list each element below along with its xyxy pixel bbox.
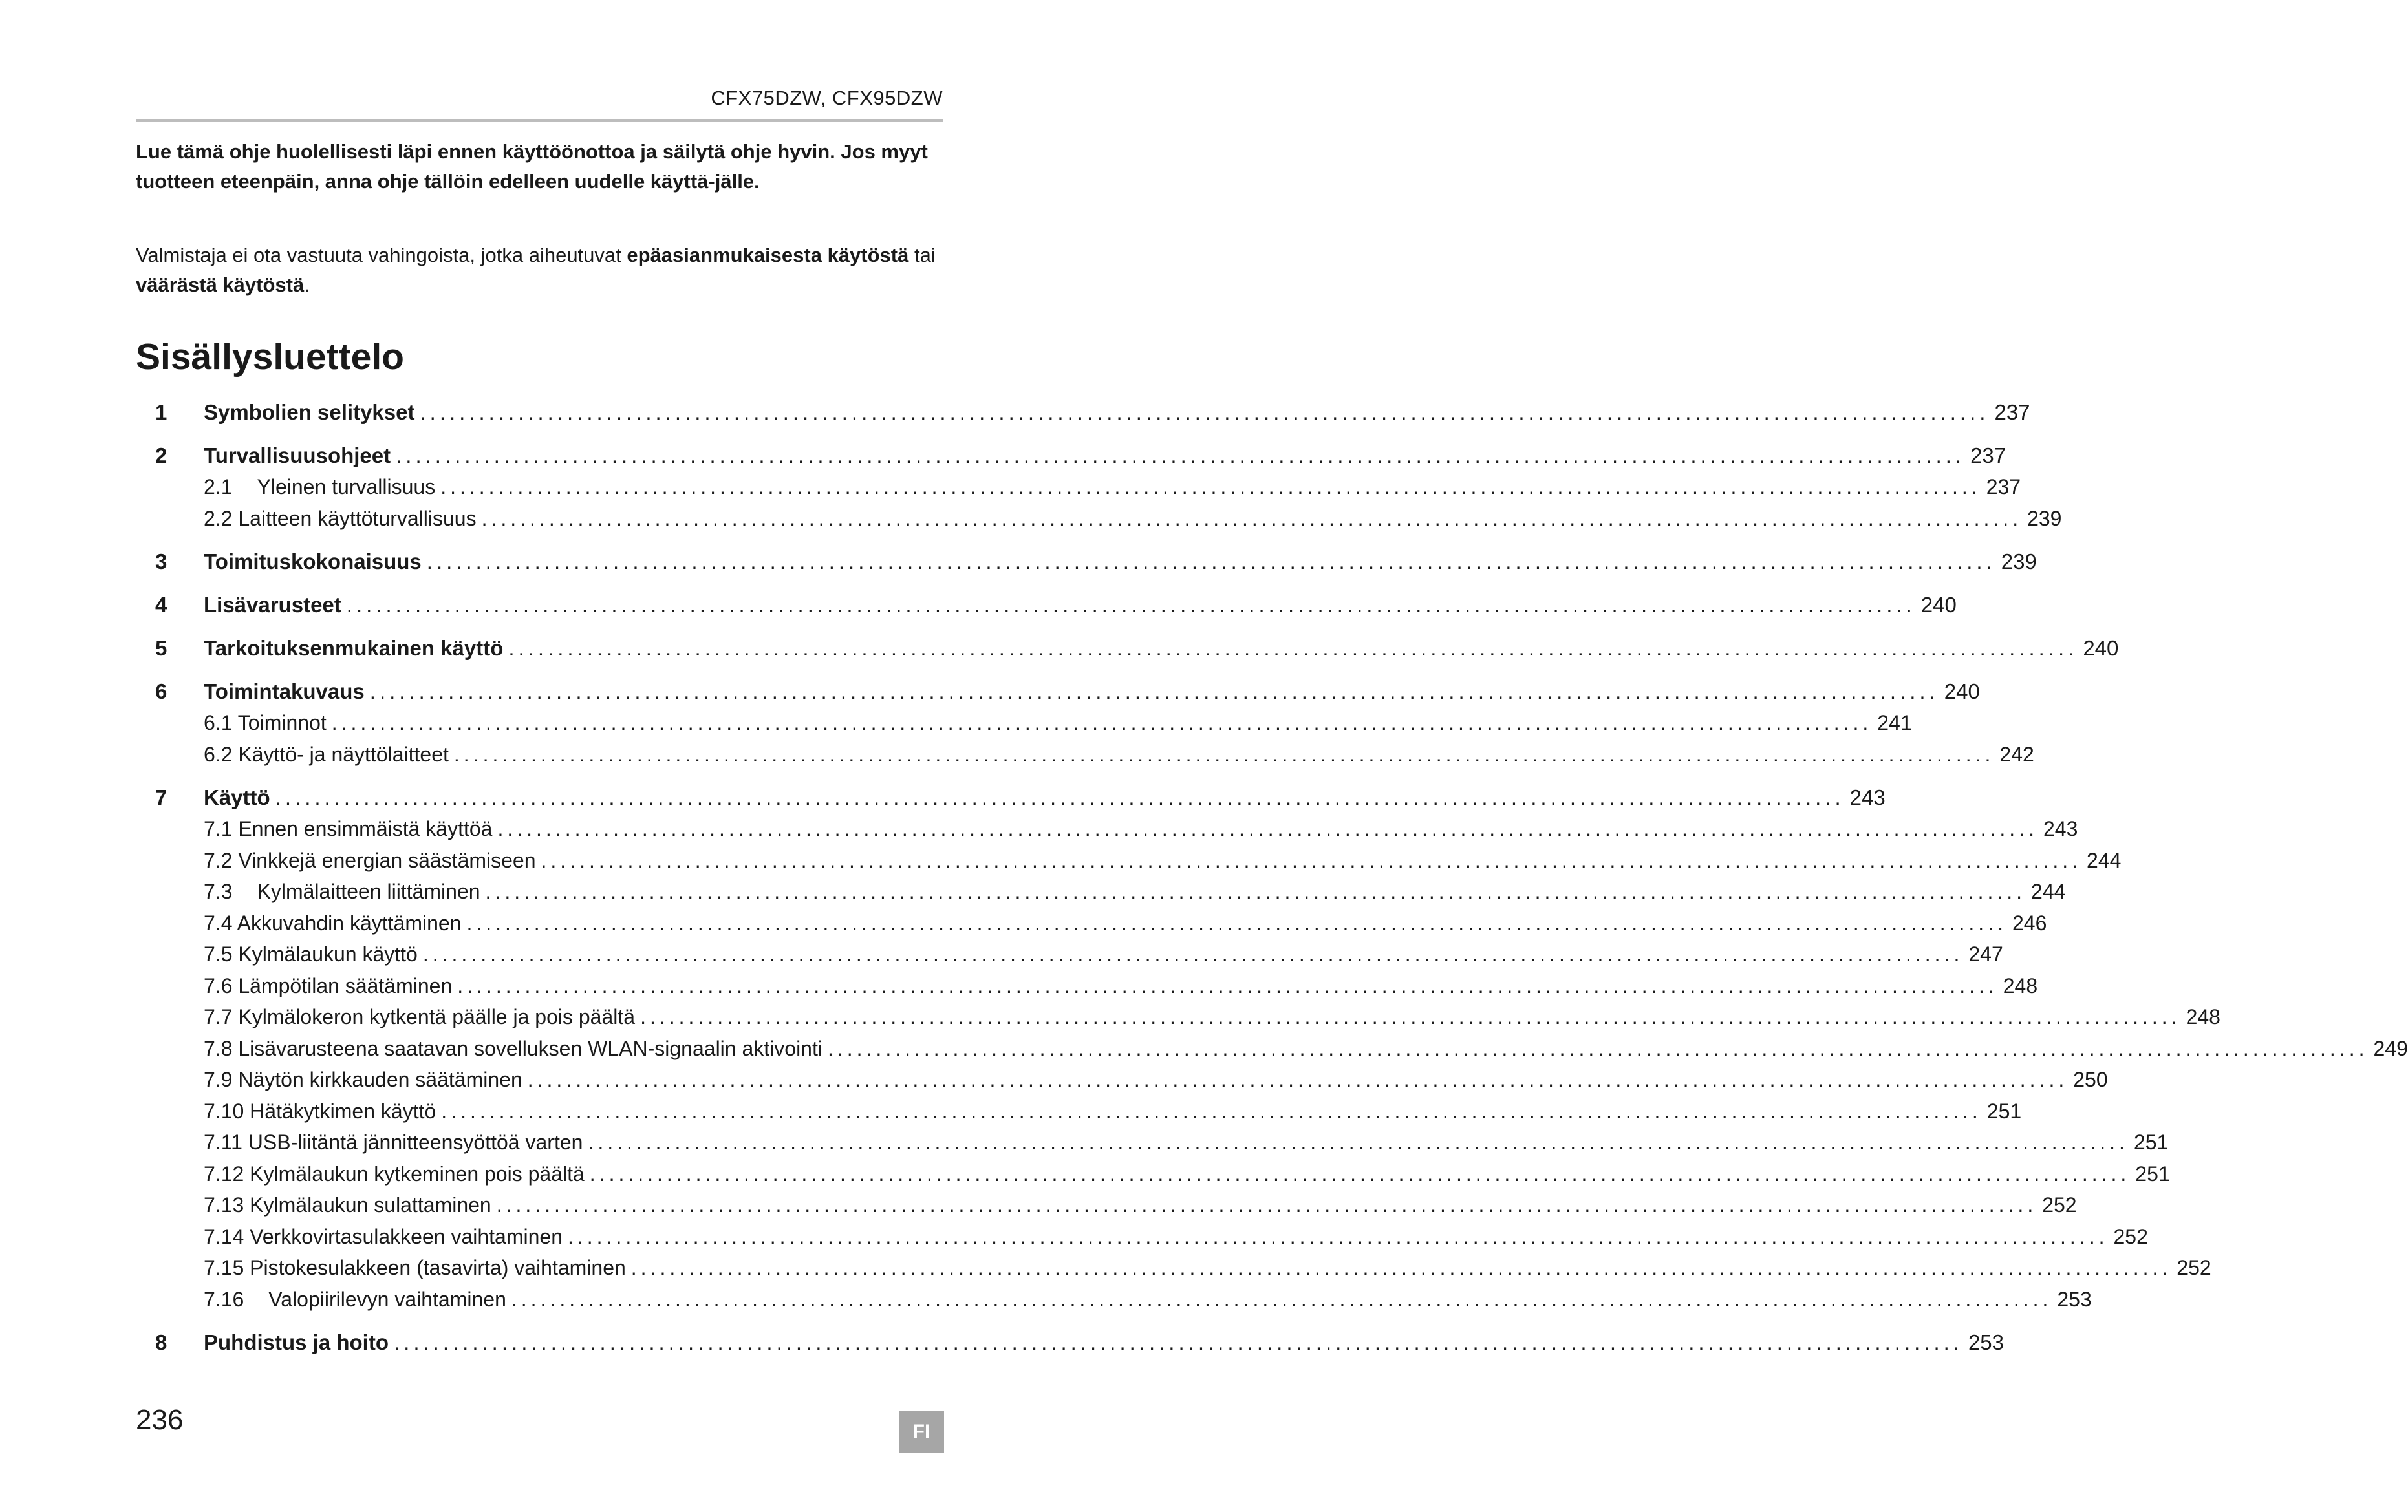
toc-page-number: 253: [2057, 1288, 2092, 1311]
toc-subsection[interactable]: [136, 939, 2003, 970]
toc-entry-label: [204, 876, 480, 907]
toc-leader-dots: ................................................................................................................................................................: [275, 785, 1845, 809]
toc-entry-label: 7.15 Pistokesulakkeen (tasavirta) vaihtaminen: [204, 1256, 626, 1279]
toc-page-number: 251: [2135, 1162, 2170, 1186]
toc-subsection[interactable]: [136, 471, 2021, 502]
toc-leader-dots: ................................................................................................................................................................: [511, 1288, 2052, 1311]
toc-leader-dots: ................................................................................................................................................................: [420, 400, 1990, 424]
liability-text-2: tai: [908, 244, 936, 266]
page-header: [136, 85, 943, 122]
toc-subsection[interactable]: [136, 970, 2038, 1001]
toc-entry-label: 2.2 Laitteen käyttöturvallisuus: [204, 507, 477, 530]
toc-leader-dots: ................................................................................................................................................................: [440, 475, 1981, 498]
toc-chapter[interactable]: [136, 633, 2119, 664]
toc-title: Sisällysluettelo: [136, 336, 405, 378]
toc-entry-label: [204, 1284, 506, 1315]
toc-page-number: 237: [1970, 443, 2006, 467]
toc-page-number: 250: [2073, 1068, 2108, 1091]
toc-subsection[interactable]: [136, 908, 2047, 939]
toc-page-number: 240: [1920, 593, 1957, 617]
toc-page-number: 237: [1994, 400, 2030, 424]
toc-leader-dots: ................................................................................................................................................................: [396, 443, 1966, 467]
toc-page-number: 240: [1944, 679, 1980, 703]
toc-entry-label: 7.9 Näytön kirkkauden säätäminen: [204, 1068, 522, 1091]
toc-subsection[interactable]: [136, 1221, 2148, 1252]
toc-subsection[interactable]: [136, 845, 2122, 876]
toc-page-number: 244: [2031, 880, 2066, 903]
toc-leader-dots: ................................................................................................................................................................: [331, 711, 1873, 734]
toc-entry-label: Turvallisuusohjeet: [204, 443, 391, 467]
toc-page-number: 243: [1849, 785, 1886, 809]
toc-page-number: 240: [2083, 636, 2119, 660]
toc-subsection-title: Kylmälaitteen liittäminen: [257, 880, 480, 903]
toc-entry-label: Symbolien selitykset: [204, 400, 415, 424]
toc-subsection[interactable]: [136, 503, 2062, 534]
toc-entry-label: 7.8 Lisävarusteena saatavan sovelluksen WLAN-signaalin aktivointi: [204, 1037, 822, 1060]
liability-text-1: Valmistaja ei ota vastuuta vahingoista, jotka aiheutuvat: [136, 244, 627, 266]
toc-entry-label: 7.7 Kylmälokeron kytkentä päälle ja pois päältä: [204, 1005, 636, 1028]
toc-subsection[interactable]: [136, 1158, 2170, 1189]
liability-bold-1: epäasianmukaisesta käytöstä: [627, 244, 909, 266]
toc-leader-dots: ................................................................................................................................................................: [422, 942, 1964, 966]
toc-chapter[interactable]: [136, 397, 2030, 428]
toc-subsection[interactable]: [136, 1189, 2077, 1220]
toc-page-number: 247: [1968, 942, 2003, 966]
toc-chapter[interactable]: [136, 546, 2037, 577]
toc-leader-dots: ................................................................................................................................................................: [527, 1068, 2069, 1091]
toc-chapter[interactable]: [136, 782, 1886, 813]
toc-page-number: 237: [1986, 475, 2021, 498]
toc-entry-label: 7.11 USB-liitäntä jännitteensyöttöä varten: [204, 1131, 583, 1154]
toc-leader-dots: ................................................................................................................................................................: [640, 1005, 2181, 1028]
toc-chapter-number: 2: [155, 443, 167, 467]
toc-page-number: 248: [2186, 1005, 2220, 1028]
toc-subsection[interactable]: [136, 813, 2078, 844]
toc-subsection-title: Valopiirilevyn vaihtaminen: [268, 1288, 506, 1311]
model-numbers: CFX75DZW, CFX95DZW: [711, 87, 943, 109]
toc-entry-label: 7.1 Ennen ensimmäistä käyttöä: [204, 817, 493, 840]
toc-entry-label: 7.2 Vinkkejä energian säästämiseen: [204, 849, 536, 872]
toc-leader-dots: ................................................................................................................................................................: [369, 679, 1939, 703]
toc-subsection[interactable]: [136, 1001, 2220, 1032]
liability-bold-2: väärästä käytöstä: [136, 273, 305, 296]
toc-entry-label: Toimintakuvaus: [204, 679, 365, 703]
toc-subsection[interactable]: [136, 1096, 2022, 1127]
toc-leader-dots: ................................................................................................................................................................: [441, 1100, 1982, 1123]
toc-entry-label: 7.5 Kylmälaukun käyttö: [204, 942, 418, 966]
toc-page-number: 242: [1999, 743, 2034, 766]
toc-subsection[interactable]: [136, 1064, 2108, 1095]
toc-entry-label: 7.12 Kylmälaukun kytkeminen pois päältä: [204, 1162, 585, 1186]
toc-leader-dots: ................................................................................................................................................................: [346, 593, 1916, 617]
toc-subsection-title: Yleinen turvallisuus: [257, 475, 436, 498]
toc-entry-label: Tarkoituksenmukainen käyttö: [204, 636, 504, 660]
toc-page-number: 243: [2043, 817, 2078, 840]
toc-page-number: 251: [1986, 1100, 2022, 1123]
toc-entry-label: Käyttö: [204, 785, 270, 809]
toc-subsection[interactable]: [136, 1127, 2169, 1158]
toc-subsection-number: 7.3: [204, 880, 233, 903]
liability-statement: [136, 240, 944, 300]
toc-entry-label: Puhdistus ja hoito: [204, 1330, 389, 1354]
toc-subsection[interactable]: [136, 876, 2066, 907]
toc-entry-label: Lisävarusteet: [204, 593, 341, 617]
toc-leader-dots: ................................................................................................................................................................: [567, 1225, 2109, 1248]
toc-entry-label: [204, 471, 435, 502]
toc-leader-dots: ................................................................................................................................................................: [453, 743, 1995, 766]
toc-leader-dots: ................................................................................................................................................................: [588, 1131, 2129, 1154]
toc-chapter[interactable]: [136, 1327, 2005, 1358]
page-number: 236: [136, 1404, 184, 1436]
toc-subsection[interactable]: [136, 739, 2034, 770]
toc-page-number: 244: [2087, 849, 2122, 872]
toc-entry-label: 7.13 Kylmälaukun sulattaminen: [204, 1193, 491, 1217]
toc-subsection[interactable]: [136, 1252, 2211, 1283]
toc-chapter-number: 6: [155, 679, 167, 703]
toc-page-number: 241: [1877, 711, 1912, 734]
toc-page-number: 252: [2177, 1256, 2211, 1279]
toc-leader-dots: ................................................................................................................................................................: [827, 1037, 2369, 1060]
toc-leader-dots: ................................................................................................................................................................: [497, 817, 2038, 840]
toc-chapter-number: 5: [155, 636, 167, 660]
toc-chapter[interactable]: [136, 440, 2006, 471]
toc-subsection[interactable]: [136, 1284, 2092, 1315]
toc-entry-label: 6.2 Käyttö- ja näyttölaitteet: [204, 743, 449, 766]
toc-leader-dots: ................................................................................................................................................................: [630, 1256, 2172, 1279]
toc-chapter-number: 7: [155, 785, 167, 809]
toc-page-number: 239: [2001, 549, 2037, 573]
toc-leader-dots: ................................................................................................................................................................: [481, 507, 2023, 530]
toc-subsection[interactable]: [136, 707, 1912, 738]
toc-leader-dots: ................................................................................................................................................................: [496, 1193, 2037, 1217]
toc-entry-label: 7.14 Verkkovirtasulakkeen vaihtaminen: [204, 1225, 563, 1248]
toc-entry-label: 7.10 Hätäkytkimen käyttö: [204, 1100, 436, 1123]
toc-chapter-number: 4: [155, 593, 167, 617]
toc-leader-dots: ................................................................................................................................................................: [508, 636, 2078, 660]
toc-chapter-number: 3: [155, 549, 167, 573]
toc-page-number: 249: [2373, 1037, 2408, 1060]
toc-page-number: 253: [1968, 1330, 2005, 1354]
toc-page-number: 239: [2027, 507, 2062, 530]
toc-subsection[interactable]: [136, 1033, 2408, 1064]
toc-page-number: 246: [2012, 911, 2047, 935]
toc-leader-dots: ................................................................................................................................................................: [394, 1330, 1963, 1354]
toc-leader-dots: ................................................................................................................................................................: [426, 549, 1996, 573]
safety-notice: Lue tämä ohje huolellisesti läpi ennen käyttöönottoa ja säilytä ohje hyvin. Jos myyt tuotteen eteenpäin, anna ohje tällöin edelleen uudelle käyttä-jälle.: [136, 140, 928, 193]
toc-entry-label: 6.1 Toiminnot: [204, 711, 327, 734]
toc-chapter[interactable]: [136, 590, 1957, 621]
toc-page-number: 248: [2003, 974, 2038, 997]
toc-page-number: 252: [2113, 1225, 2148, 1248]
toc-leader-dots: ................................................................................................................................................................: [589, 1162, 2131, 1186]
language-badge: FI: [899, 1411, 944, 1453]
toc-chapter-number: 8: [155, 1330, 167, 1354]
liability-text-3: .: [304, 273, 310, 296]
toc-chapter[interactable]: [136, 676, 1980, 707]
toc-leader-dots: ................................................................................................................................................................: [457, 974, 1998, 997]
toc-leader-dots: ................................................................................................................................................................: [541, 849, 2082, 872]
toc-subsection-number: 7.16: [204, 1288, 244, 1311]
toc-entry-label: Toimituskokonaisuus: [204, 549, 422, 573]
toc-page-number: 251: [2133, 1131, 2169, 1154]
toc-leader-dots: ................................................................................................................................................................: [485, 880, 2026, 903]
toc-subsection-number: 2.1: [204, 475, 233, 498]
toc-chapter-number: 1: [155, 400, 167, 424]
toc-entry-label: 7.4 Akkuvahdin käyttäminen: [204, 911, 462, 935]
toc-page-number: 252: [2042, 1193, 2077, 1217]
toc-leader-dots: ................................................................................................................................................................: [466, 911, 2007, 935]
toc-entry-label: 7.6 Lämpötilan säätäminen: [204, 974, 453, 997]
